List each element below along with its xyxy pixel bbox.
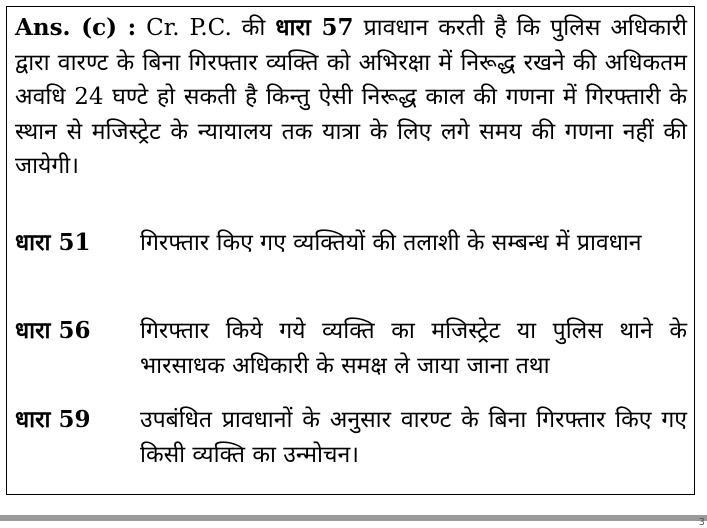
section-label: धारा 51 bbox=[15, 229, 91, 256]
answer-box bbox=[6, 6, 695, 495]
section-text: गिरफ्तार किए गए व्यक्तियों की तलाशी के सम्बन्ध में प्रावधान bbox=[140, 230, 642, 256]
section-text: उपबंधित प्रावधानों के अनुसार वारण्ट के बिना गिरफ्तार किए गए किसी व्यक्ति का उन्मोचन। bbox=[140, 407, 687, 468]
page-mark: 3 bbox=[698, 517, 705, 528]
answer-prefix: Ans. (c) : bbox=[15, 14, 137, 41]
answer-paragraph bbox=[15, 11, 687, 184]
section-57-label: धारा 57 bbox=[275, 14, 354, 41]
section-text: गिरफ्तार किये गये व्यक्ति का मजिस्ट्रेट या पुलिस थाने के भारसाधक अधिकारी के समक्ष ले जाया जाना तथा bbox=[140, 318, 687, 379]
footer-rule bbox=[0, 515, 707, 521]
ki-word: की bbox=[241, 15, 266, 41]
section-label: धारा 59 bbox=[15, 406, 91, 433]
answer-body: प्रावधान करती है कि पुलिस अधिकारी द्वारा वारण्ट के बिना गिरफ्तार व्यक्ति को अभिरक्षा में निरूद्ध रखने की अधिकतम अवधि 24 घण्टे हो सकती है किन्तु ऐसी निरूद्ध काल की गणना में गिरफ्तारी के स्थान से मजिस्ट्रेट के न्यायालय तक यात्रा के लिए लगे समय की गणना नहीं की जायेगी। bbox=[15, 15, 688, 179]
section-label: धारा 56 bbox=[15, 317, 91, 344]
act-name: Cr. P.C. bbox=[146, 15, 232, 41]
